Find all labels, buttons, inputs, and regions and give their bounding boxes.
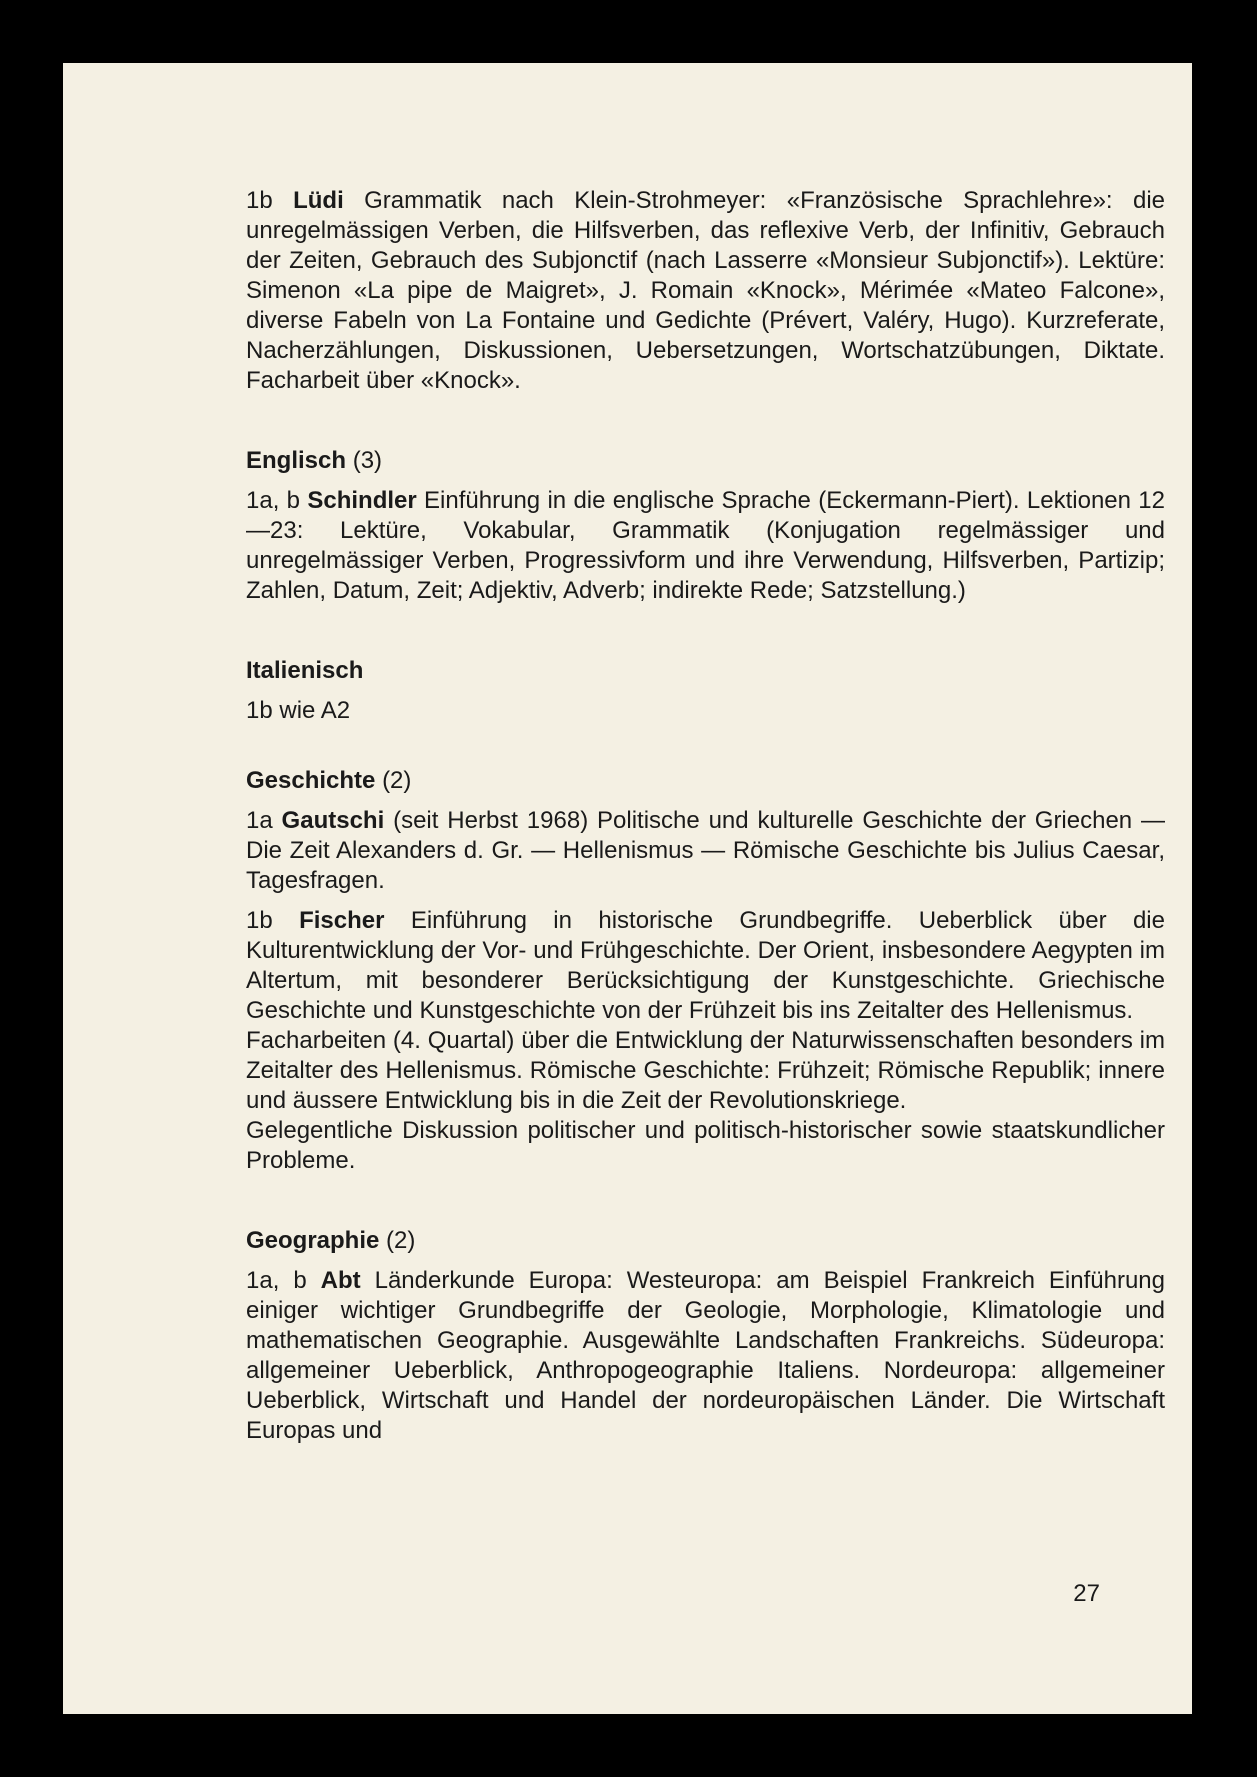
entry-text: (seit Herbst 1968) Politische und kulturelle Geschichte der Griechen — Die Zeit Alexanders d. Gr. — Hellenismus — Römische Geschichte bis Julius Caesar, Tagesfragen. [246,807,1165,894]
class-label: 1b [246,187,273,214]
section-hours: (2) [386,1227,416,1254]
class-label: 1a, b [246,487,301,514]
section-title: Englisch [246,447,347,474]
section-heading-geschichte [246,766,1165,796]
section-title: Geschichte [246,767,376,794]
geographie-entry [246,1266,1165,1446]
entry-text: 1b wie A2 [246,697,351,724]
class-label: 1a, b [246,1267,307,1294]
class-label: 1b [246,907,273,934]
englisch-entry [246,486,1165,606]
page-content [246,186,1165,1446]
section-hours: (2) [382,767,412,794]
geschichte-1a-entry [246,806,1165,896]
entry-text: Einführung in historische Grundbegriffe. Ueberblick über die Kulturentwicklung der Vor- und Frühgeschichte. Der Orient, insbesondere Aegypten im Altertum, mit besonderer Berücksichtigung der Kunstgeschichte. Griechische Geschichte und Kunstgeschichte von der Frühzeit bis ins Zeitalter des Hellenismus. [246,907,1165,1024]
entry-text: Grammatik nach Klein-Strohmeyer: «Französische Sprachlehre»: die unregelmässigen Verben, die Hilfsverben, das reflexive Verb, der Infinitiv, Gebrauch der Zeiten, Gebrauch des Subjonctif (nach Lasserre «Monsieur Subjonctif»). Lektüre: Simenon «La pipe de Maigret», J. Romain «Knock», Mérimée «Mateo Falcone», diverse Fabeln von La Fontaine und Gedichte (Prévert, Valéry, Hugo). Kurzreferate, Nacherzählungen, Diskussionen, Uebersetzungen, Wortschatzübungen, Diktate. Facharbeit über «Knock». [246,187,1166,394]
teacher-name: Abt [320,1267,361,1294]
teacher-name: Lüdi [293,187,344,214]
document-page [63,63,1192,1714]
geschichte-1b-entry [246,906,1165,1026]
geschichte-1b-facharbeiten: Facharbeiten (4. Quartal) über die Entwicklung der Naturwissenschaften besonders im Zeitalter des Hellenismus. Römische Geschichte: Frühzeit; Römische Republik; innere und äussere Entwicklung bis in die Zeit der Revolutionskriege. [246,1027,1165,1114]
teacher-name: Schindler [307,487,417,514]
teacher-name: Gautschi [281,807,385,834]
class-label: 1a [246,807,273,834]
geschichte-1b-diskussion: Gelegentliche Diskussion politischer und politisch-historischer sowie staatskundlicher Probleme. [246,1117,1165,1174]
section-title: Italienisch [246,657,364,684]
section-title: Geographie [246,1227,380,1254]
section-heading-englisch [246,446,1165,476]
teacher-name: Fischer [299,907,385,934]
page-number: 27 [1073,1580,1100,1607]
section-heading-geographie [246,1226,1165,1256]
italienisch-entry [246,696,1165,726]
section-hours: (3) [352,447,383,474]
franzoesisch-1b-entry [246,186,1165,396]
section-heading-italienisch [246,656,1165,686]
entry-text: Einführung in die englische Sprache (Eckermann-Piert). Lektionen 12—23: Lektüre, Vokabular, Grammatik (Konjugation regelmässiger und unregelmässiger Verben, Progressivform und ihre Verwendung, Hilfsverben, Partizip; Zahlen, Datum, Zeit; Adjektiv, Adverb; indirekte Rede; Satzstellung.) [246,487,1166,604]
entry-text: Länderkunde Europa: Westeuropa: am Beispiel Frankreich Einführung einiger wichtiger Grundbegriffe der Geologie, Morphologie, Klimatologie und mathematischen Geographie. Ausgewählte Landschaften Frankreichs. Südeuropa: allgemeiner Ueberblick, Anthropogeographie Italiens. Nordeuropa: allgemeiner Ueberblick, Wirtschaft und Handel der nordeuropäischen Länder. Die Wirtschaft Europas und [246,1267,1165,1444]
